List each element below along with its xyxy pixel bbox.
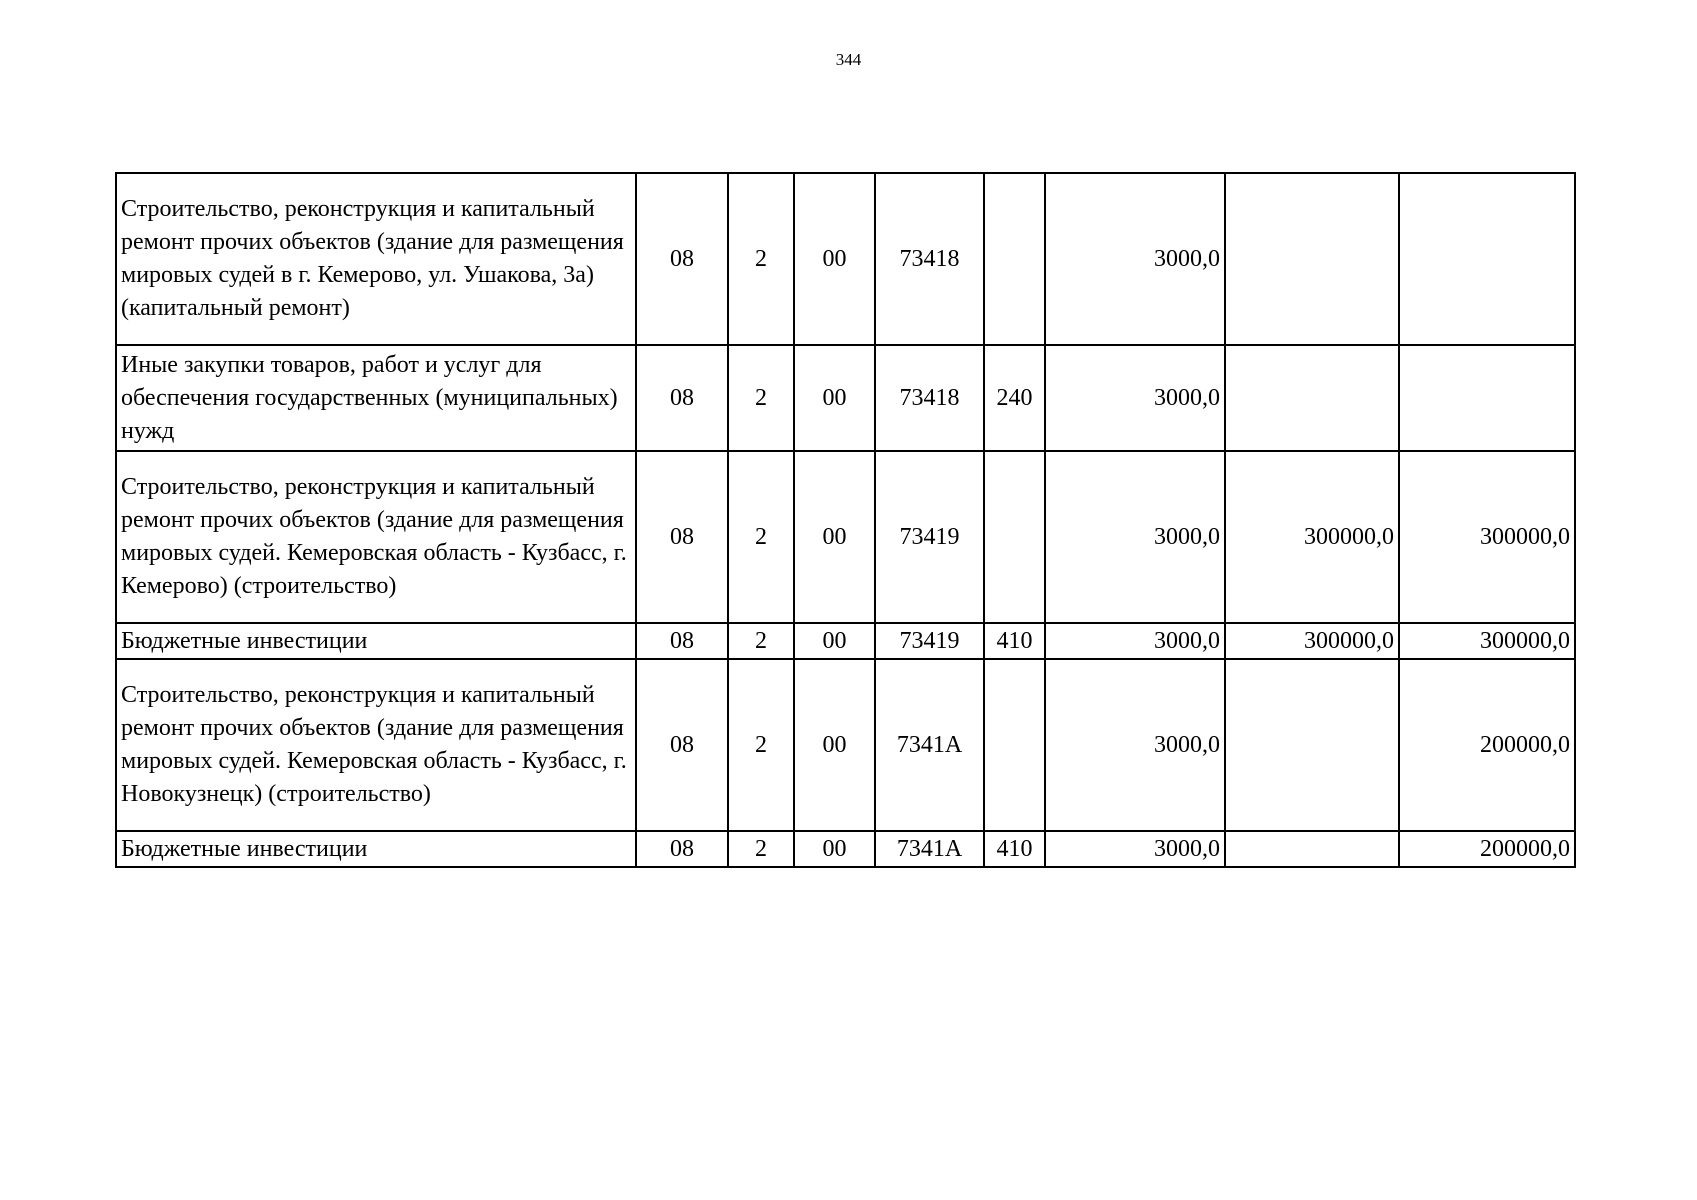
section-code: 08	[636, 659, 728, 831]
section-code: 08	[636, 173, 728, 345]
direction-code: 73418	[875, 173, 984, 345]
table-row	[116, 831, 1575, 867]
amount-year-2	[1225, 345, 1399, 451]
direction-code: 73419	[875, 451, 984, 623]
section-code: 08	[636, 831, 728, 867]
amount-year-3: 200000,0	[1399, 659, 1575, 831]
amount-year-2	[1225, 831, 1399, 867]
row-description: Бюджетные инвестиции	[116, 623, 636, 659]
row-description: Строительство, реконструкция и капитальный ремонт прочих объектов (здание для размещения мировых судей в г. Кемерово, ул. Ушакова, 3а) (капитальный ремонт)	[116, 173, 636, 345]
subprogram-code: 00	[794, 173, 875, 345]
program-code: 2	[728, 623, 794, 659]
direction-code: 73418	[875, 345, 984, 451]
table-row	[116, 623, 1575, 659]
amount-year-2: 300000,0	[1225, 451, 1399, 623]
program-code: 2	[728, 659, 794, 831]
expense-type-code	[984, 173, 1045, 345]
amount-year-1: 3000,0	[1045, 831, 1225, 867]
table-row	[116, 659, 1575, 831]
amount-year-3: 300000,0	[1399, 623, 1575, 659]
expense-type-code: 410	[984, 831, 1045, 867]
subprogram-code: 00	[794, 659, 875, 831]
row-description: Строительство, реконструкция и капитальный ремонт прочих объектов (здание для размещения мировых судей. Кемеровская область - Кузбасс, г. Кемерово) (строительство)	[116, 451, 636, 623]
amount-year-3: 200000,0	[1399, 831, 1575, 867]
table-row	[116, 173, 1575, 345]
section-code: 08	[636, 345, 728, 451]
table-row	[116, 345, 1575, 451]
direction-code: 7341А	[875, 831, 984, 867]
direction-code: 7341А	[875, 659, 984, 831]
program-code: 2	[728, 345, 794, 451]
subprogram-code: 00	[794, 831, 875, 867]
expense-type-code	[984, 451, 1045, 623]
amount-year-3: 300000,0	[1399, 451, 1575, 623]
section-code: 08	[636, 623, 728, 659]
page-number: 344	[835, 50, 862, 69]
subprogram-code: 00	[794, 345, 875, 451]
expense-type-code: 240	[984, 345, 1045, 451]
amount-year-3	[1399, 345, 1575, 451]
section-code: 08	[636, 451, 728, 623]
subprogram-code: 00	[794, 451, 875, 623]
amount-year-1: 3000,0	[1045, 173, 1225, 345]
amount-year-2	[1225, 659, 1399, 831]
amount-year-2: 300000,0	[1225, 623, 1399, 659]
amount-year-1: 3000,0	[1045, 623, 1225, 659]
amount-year-1: 3000,0	[1045, 659, 1225, 831]
table-row	[116, 451, 1575, 623]
amount-year-1: 3000,0	[1045, 345, 1225, 451]
amount-year-3	[1399, 173, 1575, 345]
program-code: 2	[728, 451, 794, 623]
expense-type-code: 410	[984, 623, 1045, 659]
amount-year-2	[1225, 173, 1399, 345]
program-code: 2	[728, 831, 794, 867]
amount-year-1: 3000,0	[1045, 451, 1225, 623]
expense-type-code	[984, 659, 1045, 831]
direction-code: 73419	[875, 623, 984, 659]
row-description: Строительство, реконструкция и капитальный ремонт прочих объектов (здание для размещения мировых судей. Кемеровская область - Кузбасс, г. Новокузнецк) (строительство)	[116, 659, 636, 831]
subprogram-code: 00	[794, 623, 875, 659]
budget-table	[115, 172, 1576, 868]
row-description: Иные закупки товаров, работ и услуг для обеспечения государственных (муниципальных) нужд	[116, 345, 636, 451]
program-code: 2	[728, 173, 794, 345]
row-description: Бюджетные инвестиции	[116, 831, 636, 867]
